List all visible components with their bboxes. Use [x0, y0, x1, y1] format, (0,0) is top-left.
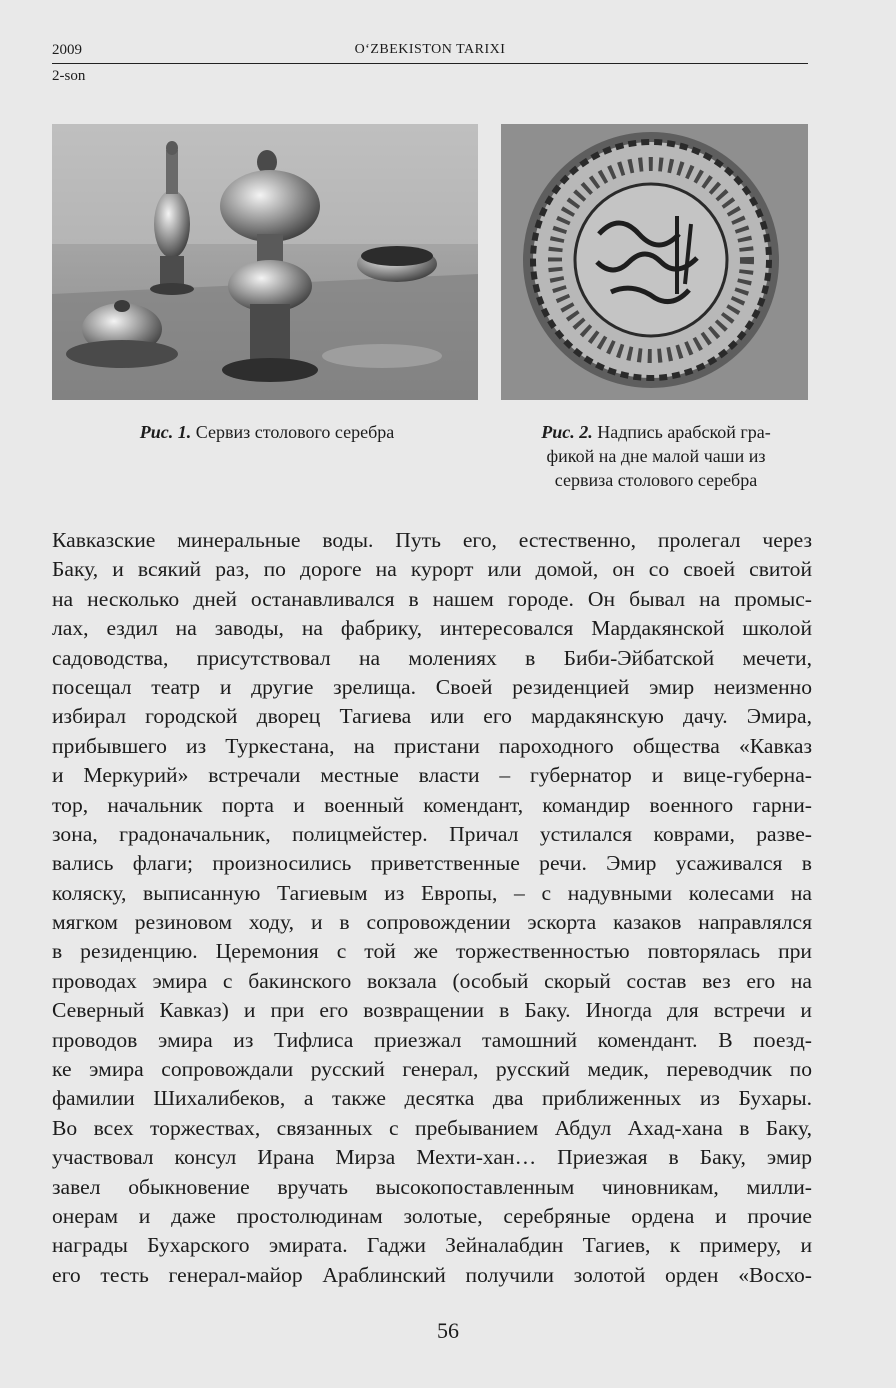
header-issue: 2-son — [52, 68, 86, 84]
silver-service-illustration — [52, 124, 478, 400]
figure-2-caption — [500, 420, 812, 492]
body-line: избирал городской дворец Тагиева или его мардакянскую дачу. Эмира, — [52, 704, 812, 729]
body-line: тор, начальник порта и военный комендант, командир военного гарни- — [52, 792, 812, 817]
body-line: фамилии Шихалибеков, а также десятка два приближенных из Бухары. — [52, 1086, 812, 1111]
body-line: вались флаги; произносились приветственные речи. Эмир усаживался в — [52, 851, 812, 876]
body-line: зона, градоначальник, полицмейстер. Причал устилался коврами, разве- — [52, 821, 812, 846]
figure-1-caption-text: Сервиз столового серебра — [195, 422, 395, 442]
body-line: в резиденцию. Церемония с той же торжественностью повторялась при — [52, 939, 812, 964]
header-rule — [52, 63, 808, 64]
figure-2-caption-line-3: сервиза столового серебра — [554, 470, 758, 490]
figure-1-photo — [52, 124, 478, 400]
page-number: 56 — [437, 1318, 459, 1343]
figure-1-label: Рис. 1. — [139, 422, 192, 442]
body-line: лах, ездил на заводы, на фабрику, интересовался Мардакянской школой — [52, 616, 812, 641]
body-line: его тесть генерал-майор Араблинский получили золотой орден «Восхо- — [52, 1262, 812, 1287]
article-body-text — [52, 526, 812, 1290]
body-line: онерам и даже простолюдинам золотые, серебряные ордена и прочие — [52, 1203, 812, 1228]
body-line: награды Бухарского эмирата. Гаджи Зейналабдин Тагиев, к примеру, и — [52, 1233, 812, 1258]
running-header — [52, 42, 808, 86]
body-line: Северный Кавказ) и при его возвращении в Баку. Иногда для встречи и — [52, 998, 812, 1023]
body-line: прибывшего из Туркестана, на пристани пароходного общества «Кавказ — [52, 733, 812, 758]
body-line: садоводства, присутствовал на молениях в Биби-Эйбатской мечети, — [52, 645, 812, 670]
figure-1-caption — [52, 420, 482, 444]
figure-2-photo — [501, 124, 808, 400]
journal-title: O‘ZBEKISTON TARIXI — [354, 42, 506, 57]
body-line: участвовал консул Ирана Мирза Мехти-хан… Приезжая в Баку, эмир — [52, 1145, 812, 1170]
figure-2-caption-line-2: фикой на дне малой чаши из — [546, 446, 766, 466]
figure-2-label: Рис. 2. — [541, 422, 593, 442]
body-line: и Меркурий» встречали местные власти – губернатор и вице-губерна- — [52, 763, 812, 788]
body-line: завел обыкновение вручать высокопоставленным чиновникам, милли- — [52, 1174, 812, 1199]
body-line: Кавказские минеральные воды. Путь его, естественно, пролегал через — [52, 528, 812, 552]
body-line: проводах эмира с бакинского вокзала (особый скорый состав вез его на — [52, 968, 812, 993]
body-line: проводов эмира из Тифлиса приезжал тамошний комендант. В поезд- — [52, 1027, 812, 1052]
header-year: 2009 — [52, 42, 82, 58]
body-line: на несколько дней останавливался в нашем городе. Он бывал на промыс- — [52, 586, 812, 611]
body-line: коляску, выписанную Тагиевым из Европы, – с надувными колесами на — [52, 880, 812, 905]
body-line: посещал театр и другие зрелища. Своей резиденцией эмир неизменно — [52, 674, 812, 699]
figure-2-caption-line-1: Надпись арабской гра- — [597, 422, 771, 442]
body-line: мягком резиновом ходу, и в сопровождении эскорта казаков направлялся — [52, 910, 812, 935]
body-line: ке эмира сопровождали русский генерал, русский медик, переводчик по — [52, 1057, 812, 1082]
engraved-dish-illustration — [501, 124, 808, 400]
body-line: Баку, и всякий раз, по дороге на курорт или домой, он со своей свитой — [52, 557, 812, 582]
body-line: Во всех торжествах, связанных с пребыванием Абдул Ахад-хана в Баку, — [52, 1115, 812, 1140]
